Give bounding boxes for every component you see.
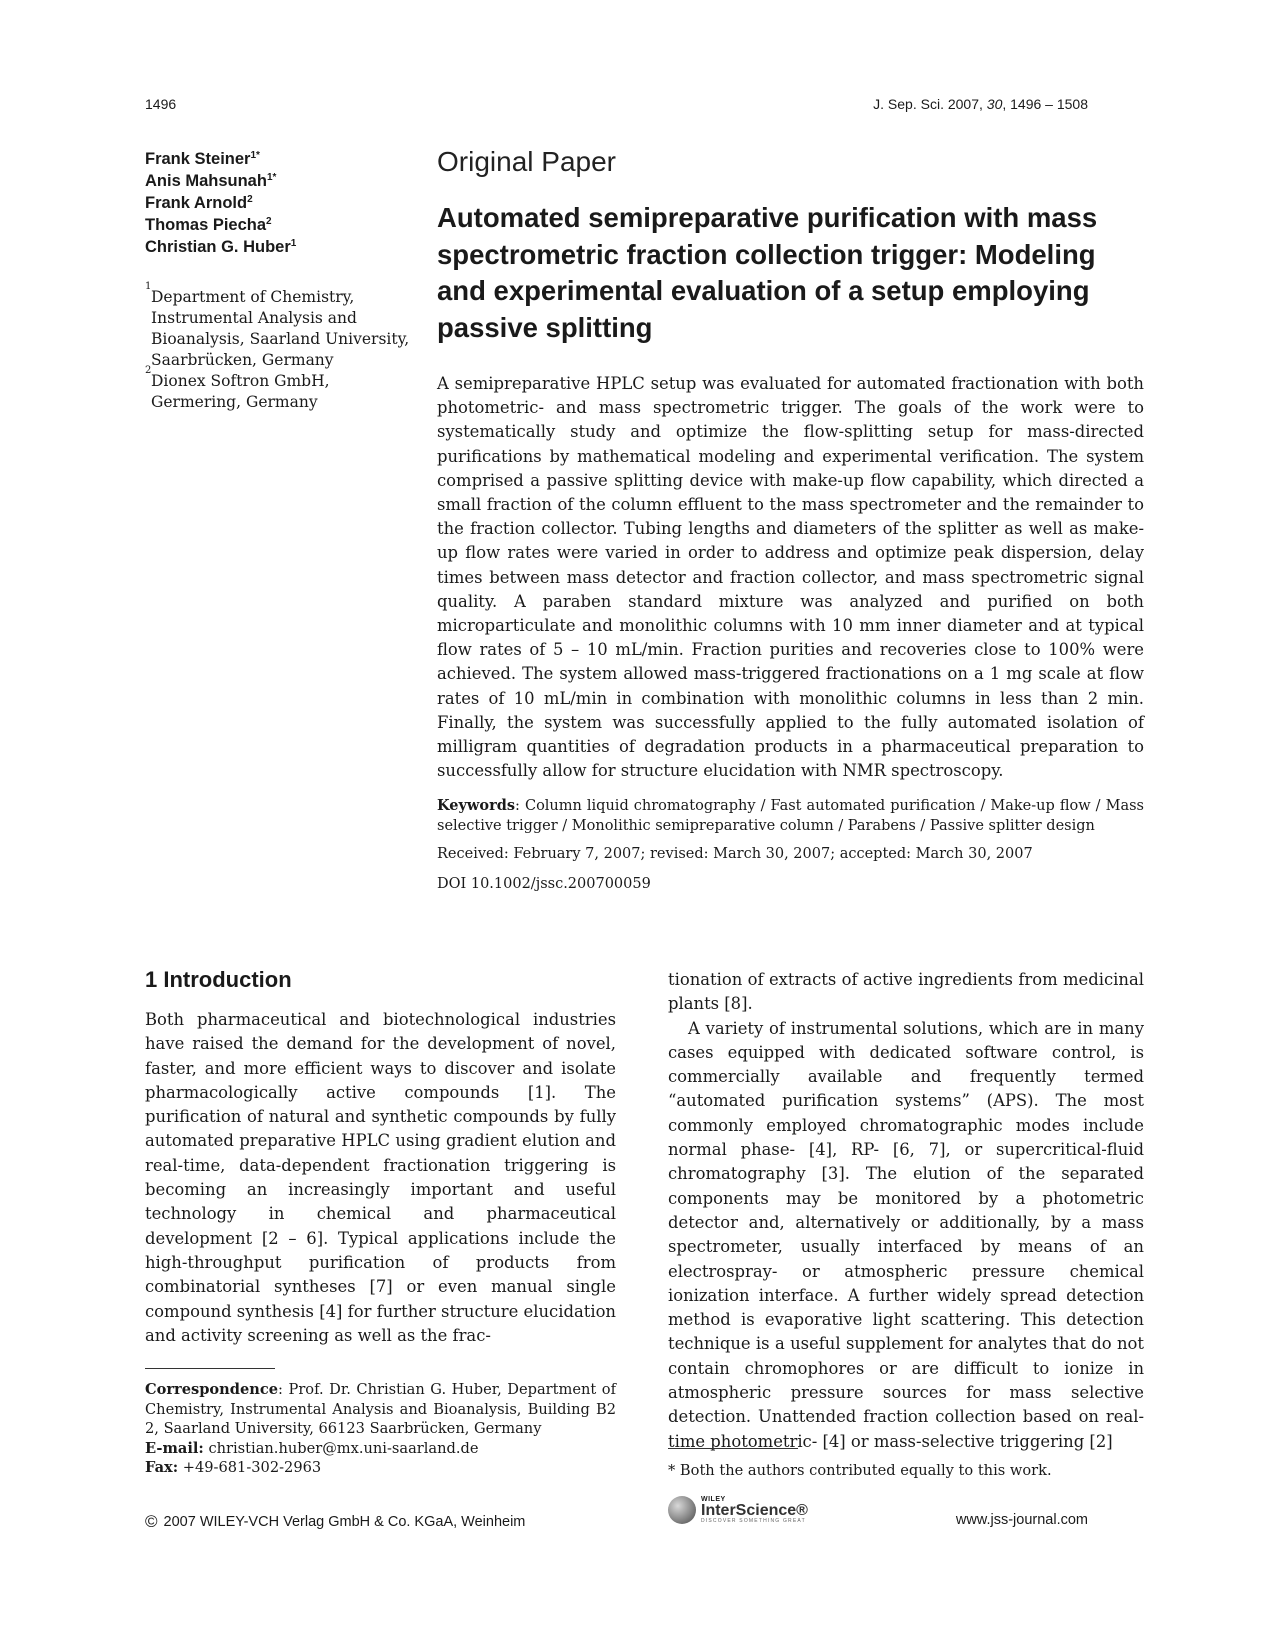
affiliation — [145, 281, 415, 371]
author-name: Thomas Piecha — [145, 216, 267, 234]
fax-label: Fax: — [145, 1459, 179, 1477]
article-type: Original Paper — [437, 146, 616, 177]
copyright-text: 2007 WILEY-VCH Verlag GmbH & Co. KGaA, Weinheim — [163, 1514, 526, 1530]
author — [145, 214, 405, 236]
author-name: Christian G. Huber — [145, 238, 291, 256]
keywords — [437, 796, 1144, 836]
logo-wiley: WILEY — [701, 1496, 726, 1503]
correspondence-address — [145, 1380, 616, 1439]
paragraph: Both pharmaceutical and biotechnological industries have raised the demand for the development of novel, faster, and more efficient ways to discover and isolate pharmacologically active compounds [1]. The purification of natural and synthetic compounds by fully automated preparative HPLC using gradient elution and real-time, data-dependent fractionation triggering is becoming an increasingly important and useful technology in chemical and pharmaceutical development [2 – 6]. Typical applications include the high-throughput purification of products from combinatorial syntheses [7] or even manual single compound synthesis [4] for further structure elucidation and activity screening as well as the frac- — [145, 1010, 616, 1345]
logo-tagline: DISCOVER SOMETHING GREAT — [701, 1518, 806, 1524]
author-affiliation-mark: 1 — [290, 238, 297, 249]
affiliation — [145, 365, 415, 413]
keywords-label: Keywords — [437, 797, 516, 814]
fax-number: +49-681-302-2963 — [178, 1459, 322, 1477]
doi: DOI 10.1002/jssc.200700059 — [437, 876, 651, 892]
author-affiliation-mark: 1* — [266, 172, 277, 183]
author — [145, 148, 405, 170]
affiliation-mark: 2 — [145, 365, 152, 376]
affiliation-list — [145, 281, 415, 413]
author — [145, 236, 405, 258]
affiliation-text: Department of Chemistry, Instrumental Analysis and Bioanalysis, Saarland University, Saarbrücken, Germany — [151, 288, 410, 369]
received-dates: Received: February 7, 2007; revised: March 30, 2007; accepted: March 30, 2007 — [437, 846, 1033, 862]
journal-ref-prefix: J. Sep. Sci. 2007, — [873, 96, 987, 112]
author — [145, 170, 405, 192]
affiliation-mark: 1 — [145, 281, 152, 292]
correspondence-email — [145, 1439, 616, 1459]
email-label: E-mail: — [145, 1439, 204, 1457]
author-name: Frank Steiner — [145, 150, 251, 168]
correspondence-fax — [145, 1458, 616, 1478]
page-number: 1496 — [145, 96, 177, 112]
logo-name: InterScience® — [701, 1502, 808, 1519]
article-title: Automated semipreparative purification with mass spectrometric fraction collection trigger: Modeling and experimental evaluation of a setup employing passive splitting — [437, 202, 1098, 343]
body-column-right — [668, 968, 1144, 1454]
footnote: * Both the authors contributed equally to this work. — [668, 1462, 1052, 1479]
journal-website-link[interactable]: www.jss-journal.com — [955, 1512, 1088, 1528]
affiliation-text: Dionex Softron GmbH, Germering, Germany — [151, 372, 330, 411]
interscience-logo — [668, 1496, 808, 1524]
globe-icon — [668, 1496, 696, 1524]
journal-reference — [873, 96, 1088, 112]
logo-text — [701, 1496, 808, 1524]
abstract: A semipreparative HPLC setup was evaluated for automated fractionation with both photometric- and mass spectrometric trigger. The goals of the work were to systematically study and optimize the flow-splitting setup for mass-directed purifications by mathematical modeling and experimental verification. The system comprised a passive splitting device with make-up flow capability, which directed a small fraction of the column effluent to the mass spectrometer and the remainder to the fraction collector. Tubing lengths and diameters of the splitter as well as make-up flow rates were varied in order to address and optimize peak dispersion, delay times between mass detector and fraction collector, and mass spectrometric signal quality. A paraben standard mixture was analyzed and purified on both microparticulate and monolithic columns with 10 mm inner diameter and at typical flow rates of 5 – 10 mL/min. Fraction purities and recoveries close to 100% were achieved. The system allowed mass-triggered fractionations on a 1 mg scale at flow rates of 10 mL/min in combination with monolithic columns in less than 2 min. Finally, the system was successfully applied to the fully automated isolation of milligram quantities of degradation products in a pharmaceutical preparation to successfully allow for structure elucidation with NMR spectroscopy. — [437, 374, 1144, 781]
copyright-icon: © — [145, 1512, 158, 1531]
journal-pages: , 1496 – 1508 — [1002, 96, 1088, 112]
email-address: christian.huber@mx.uni-saarland.de — [203, 1439, 479, 1457]
section-heading-introduction: 1 Introduction — [145, 967, 292, 992]
author-name: Frank Arnold — [145, 194, 248, 212]
author-affiliation-mark: 2 — [247, 194, 253, 205]
keywords-text: : Column liquid chromatography / Fast automated purification / Make-up flow / Mass selective trigger / Monolithic semipreparative column / Parabens / Passive splitter design — [437, 798, 1144, 834]
correspondence-label: Correspondence — [145, 1381, 279, 1398]
correspondence-text: : Prof. Dr. Christian G. Huber, Department of Chemistry, Instrumental Analysis and Bioanalysis, Building B2 2, Saarland University, 66123 Saarbrücken, Germany — [145, 1381, 616, 1438]
correspondence-block — [145, 1380, 616, 1478]
author-affiliation-mark: 2 — [266, 216, 272, 227]
footnote-rule — [668, 1448, 798, 1449]
body-column-left — [145, 1008, 616, 1348]
paragraph: A variety of instrumental solutions, which are in many cases equipped with dedicated software control, is commercially available and frequently termed “automated purification systems” (APS). The most commonly employed chromatographic modes include normal phase- [4], RP- [6, 7], or supercritical-fluid chromatography [3]. The elution of the separated components may be monitored by a photometric detector and, alternatively or additionally, by a mass spectrometer, usually interfaced by means of an electrospray- or atmospheric pressure chemical ionization interface. A further widely spread detection method is evaporative light scattering. This detection technique is a useful supplement for analytes that do not contain chromophores or are difficult to ionize in atmospheric pressure sources for mass selective detection. Unattended fraction collection based on real-time photometric- [4] or mass-selective triggering [2] — [668, 1018, 1144, 1451]
author-list — [145, 148, 405, 258]
author-affiliation-mark: 1* — [250, 150, 260, 161]
copyright — [145, 1512, 525, 1532]
journal-volume: 30 — [986, 96, 1003, 112]
author-name: Anis Mahsunah — [145, 172, 267, 190]
author — [145, 192, 405, 214]
footnote-rule — [145, 1368, 275, 1369]
paragraph: tionation of extracts of active ingredients from medicinal plants [8]. — [668, 970, 1144, 1014]
